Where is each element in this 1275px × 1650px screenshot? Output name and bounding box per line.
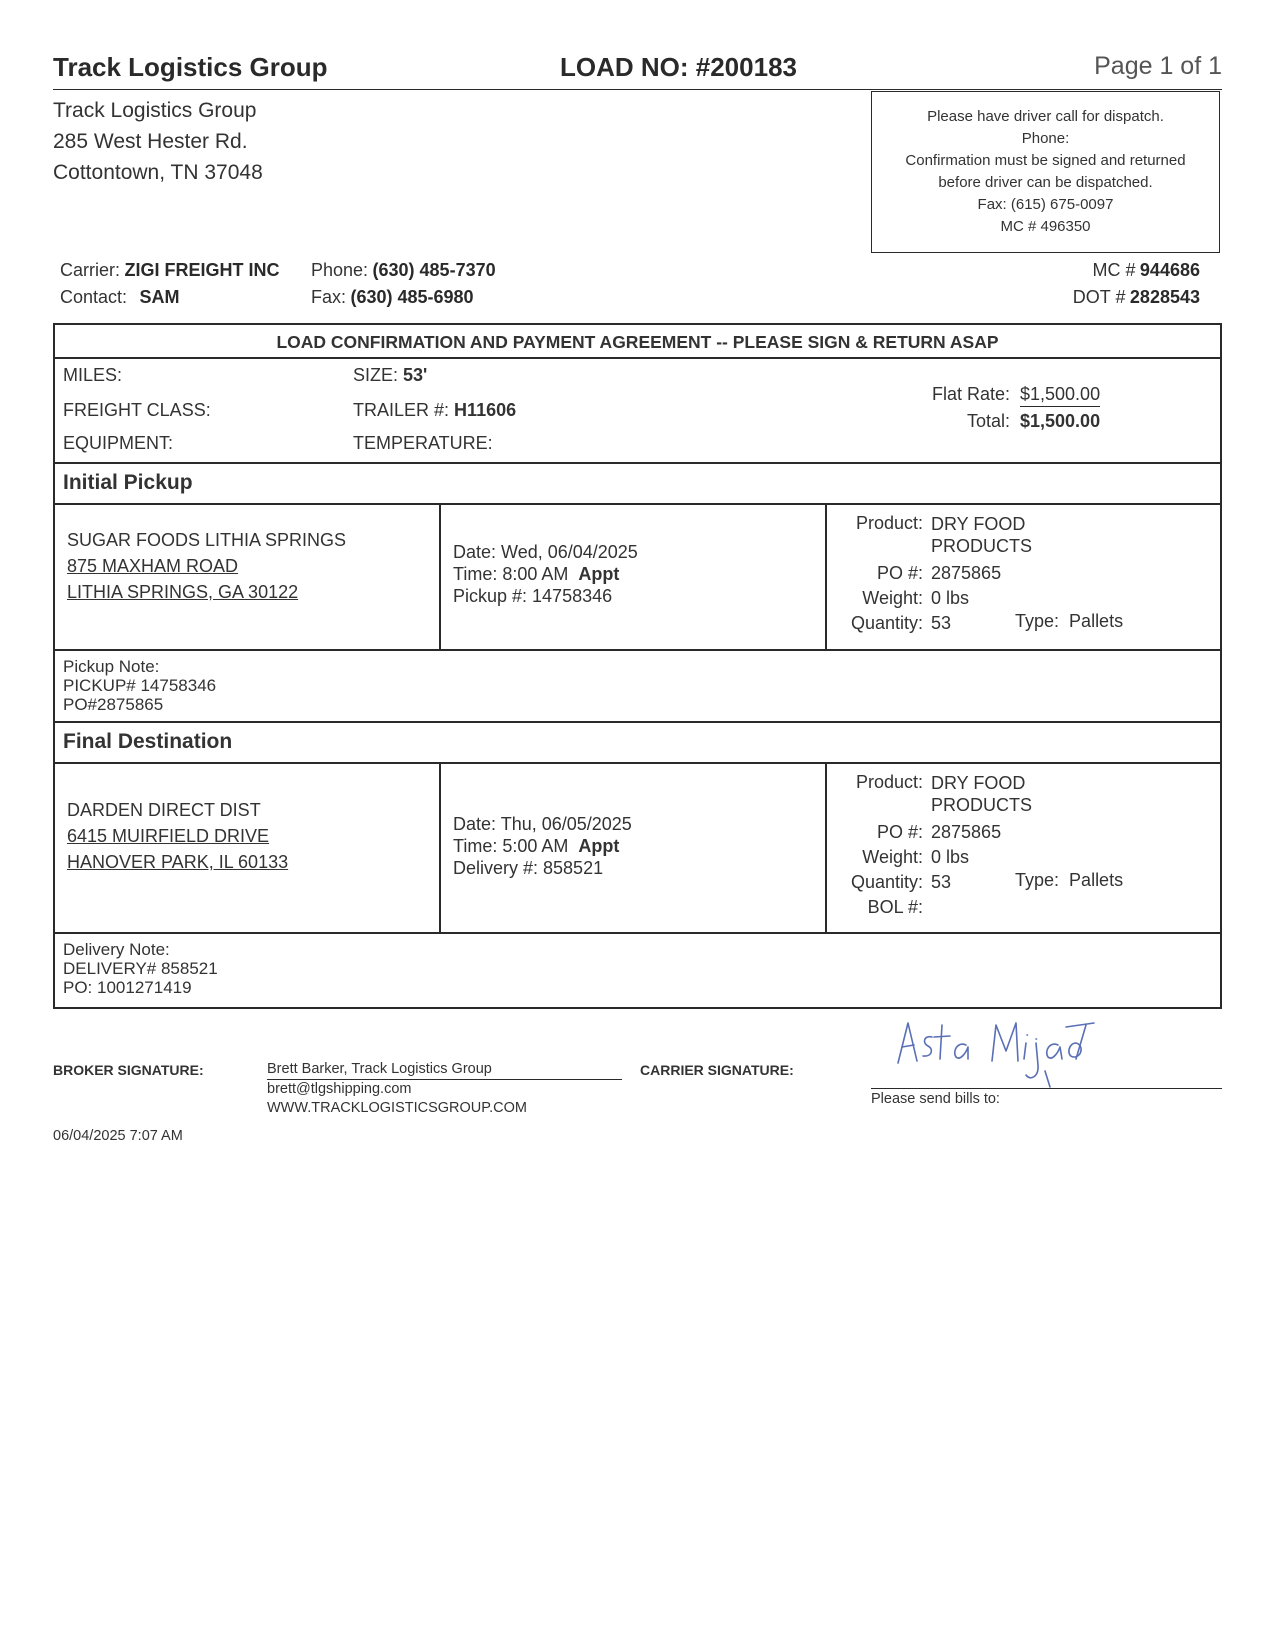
delivery-number: Delivery #: 858521	[453, 858, 604, 878]
delivery-detail-labels	[813, 820, 923, 920]
mc-number: 944686	[1139, 260, 1200, 280]
delivery-product	[931, 772, 1032, 816]
delivery-product-line-2: PRODUCTS	[931, 795, 1033, 815]
pickup-location	[67, 527, 346, 605]
carrier-phone: (630) 485-7370	[372, 260, 496, 280]
size-label: SIZE:	[353, 365, 399, 385]
pickup-weight-label: Weight:	[862, 588, 923, 608]
broker-signature-label: BROKER SIGNATURE:	[53, 1062, 204, 1078]
dispatch-line-4: before driver can be dispatched.	[938, 174, 1153, 191]
delivery-po-label: PO #:	[876, 822, 923, 842]
dot-row	[1000, 287, 1200, 308]
size-value: 53'	[403, 365, 428, 385]
broker-website: WWW.TRACKLOGISTICSGROUP.COM	[267, 1100, 527, 1116]
broker-email: brett@tlgshipping.com	[267, 1081, 412, 1097]
delivery-quantity-label: Quantity:	[850, 872, 923, 892]
header-divider	[53, 89, 1222, 90]
divider	[53, 357, 1222, 359]
pickup-detail-values	[931, 561, 1001, 636]
pickup-quantity: 53	[931, 613, 952, 633]
total-value: $1,500.00	[1020, 411, 1101, 431]
broker-address-line-3: Cottontown, TN 37048	[53, 161, 263, 184]
pickup-product-line-2: PRODUCTS	[931, 536, 1033, 556]
carrier-name: ZIGI FREIGHT INC	[124, 260, 280, 280]
flat-rate-label: Flat Rate:	[931, 384, 1010, 404]
dispatch-line-3: Confirmation must be signed and returned	[905, 152, 1186, 169]
delivery-type-label: Type:	[1015, 870, 1060, 890]
pickup-location-name: SUGAR FOODS LITHIA SPRINGS	[67, 530, 347, 550]
contact-row	[60, 287, 180, 308]
dispatch-line-6: MC # 496350	[1000, 218, 1091, 235]
delivery-po: 2875865	[931, 822, 1002, 842]
pickup-type-row	[1015, 611, 1123, 632]
flat-rate-value: $1,500.00	[1020, 384, 1100, 407]
broker-contact	[267, 1080, 527, 1118]
delivery-date: Date: Thu, 06/05/2025	[453, 814, 632, 834]
delivery-product-label: Product:	[855, 772, 923, 792]
size-row	[353, 365, 427, 386]
pickup-type: Pallets	[1069, 611, 1124, 631]
carrier-fax-row	[311, 287, 474, 308]
bills-to-label: Please send bills to:	[871, 1091, 1000, 1107]
agreement-title: LOAD CONFIRMATION AND PAYMENT AGREEMENT -- PLEASE SIGN & RETURN ASAP	[276, 332, 999, 352]
pickup-note-label: Pickup Note:	[63, 657, 160, 676]
dispatch-line-2: Phone:	[1021, 130, 1070, 147]
trailer-row	[353, 400, 516, 421]
broker-signer: Brett Barker, Track Logistics Group	[267, 1061, 492, 1077]
pickup-quantity-label: Quantity:	[850, 613, 923, 633]
pickup-product-line-1: DRY FOOD	[931, 514, 1026, 534]
divider	[53, 462, 1222, 464]
delivery-street: 6415 MUIRFIELD DRIVE	[67, 826, 270, 846]
mc-row	[1000, 260, 1200, 281]
temperature-label: TEMPERATURE:	[353, 433, 493, 453]
carrier-phone-row	[311, 260, 496, 281]
carrier-label: Carrier:	[60, 260, 121, 280]
contact-label: Contact:	[60, 287, 128, 307]
contact-name: SAM	[139, 287, 180, 307]
pickup-number: Pickup #: 14758346	[453, 586, 613, 606]
delivery-time: Time: 5:00 AM	[453, 836, 569, 856]
pickup-note-line-1: PICKUP# 14758346	[63, 676, 217, 695]
pickup-product	[931, 513, 1032, 557]
pickup-time: Time: 8:00 AM	[453, 564, 569, 584]
pickup-date: Date: Wed, 06/04/2025	[453, 542, 638, 562]
dispatch-line-1: Please have driver call for dispatch.	[927, 108, 1164, 125]
divider	[439, 503, 441, 649]
pickup-type-label: Type:	[1015, 611, 1060, 631]
broker-address-line-2: 285 West Hester Rd.	[53, 130, 248, 153]
divider	[53, 721, 1222, 723]
divider	[53, 762, 1222, 764]
trailer-number: H11606	[454, 400, 517, 420]
trailer-label: TRAILER #:	[353, 400, 450, 420]
pickup-appt: Appt	[578, 564, 620, 584]
divider	[53, 649, 1222, 651]
divider	[53, 932, 1222, 934]
carrier-handwritten-signature	[890, 1015, 1100, 1093]
delivery-product-line-1: DRY FOOD	[931, 773, 1026, 793]
delivery-appt: Appt	[578, 836, 620, 856]
carrier-signature-line	[871, 1088, 1222, 1089]
pickup-po: 2875865	[931, 563, 1002, 583]
delivery-type-row	[1015, 870, 1123, 891]
freight-class-label: FREIGHT CLASS:	[63, 400, 211, 420]
miles-label: MILES:	[63, 365, 123, 385]
pickup-city: LITHIA SPRINGS, GA 30122	[67, 582, 299, 602]
delivery-location	[67, 797, 288, 875]
delivery-quantity: 53	[931, 872, 952, 892]
load-number: LOAD NO: #200183	[560, 52, 797, 82]
delivery-schedule	[453, 813, 632, 879]
delivery-type: Pallets	[1069, 870, 1124, 890]
broker-signature-line	[267, 1060, 622, 1080]
page-number: Page 1 of 1	[1094, 52, 1222, 80]
delivery-note-line-1: DELIVERY# 858521	[63, 959, 218, 978]
fax-label: Fax:	[311, 287, 347, 307]
delivery-bol-label: BOL #:	[867, 897, 923, 917]
carrier-signature-label: CARRIER SIGNATURE:	[640, 1062, 794, 1078]
pickup-po-label: PO #:	[876, 563, 923, 583]
delivery-note-line-2: PO: 1001271419	[63, 978, 192, 997]
pickup-note	[63, 657, 216, 714]
delivery-section-title: Final Destination	[63, 730, 233, 753]
total-label: Total:	[966, 411, 1010, 431]
delivery-note	[63, 940, 218, 997]
document-timestamp: 06/04/2025 7:07 AM	[53, 1128, 183, 1144]
delivery-detail-values	[931, 820, 1001, 895]
delivery-city: HANOVER PARK, IL 60133	[67, 852, 289, 872]
broker-address	[53, 95, 263, 188]
dispatch-instructions-box	[871, 91, 1220, 253]
dispatch-line-5: Fax: (615) 675-0097	[977, 196, 1114, 213]
carrier-row	[60, 260, 279, 281]
mc-label: MC #	[1092, 260, 1136, 280]
dot-label: DOT #	[1072, 287, 1126, 307]
pickup-detail-labels	[813, 561, 923, 636]
delivery-weight-label: Weight:	[862, 847, 923, 867]
delivery-weight: 0 lbs	[931, 847, 970, 867]
company-name: Track Logistics Group	[53, 52, 328, 82]
pickup-weight: 0 lbs	[931, 588, 970, 608]
pickup-product-label: Product:	[855, 513, 923, 533]
divider	[439, 762, 441, 932]
pickup-street: 875 MAXHAM ROAD	[67, 556, 239, 576]
delivery-note-label: Delivery Note:	[63, 940, 170, 959]
carrier-fax: (630) 485-6980	[350, 287, 474, 307]
delivery-location-name: DARDEN DIRECT DIST	[67, 800, 261, 820]
pickup-section-title: Initial Pickup	[63, 471, 193, 494]
equipment-label: EQUIPMENT:	[63, 433, 174, 453]
pickup-note-line-2: PO#2875865	[63, 695, 164, 714]
pickup-schedule	[453, 541, 638, 607]
phone-label: Phone:	[311, 260, 369, 280]
dot-number: 2828543	[1129, 287, 1200, 307]
divider	[53, 503, 1222, 505]
broker-address-line-1: Track Logistics Group	[53, 99, 257, 122]
